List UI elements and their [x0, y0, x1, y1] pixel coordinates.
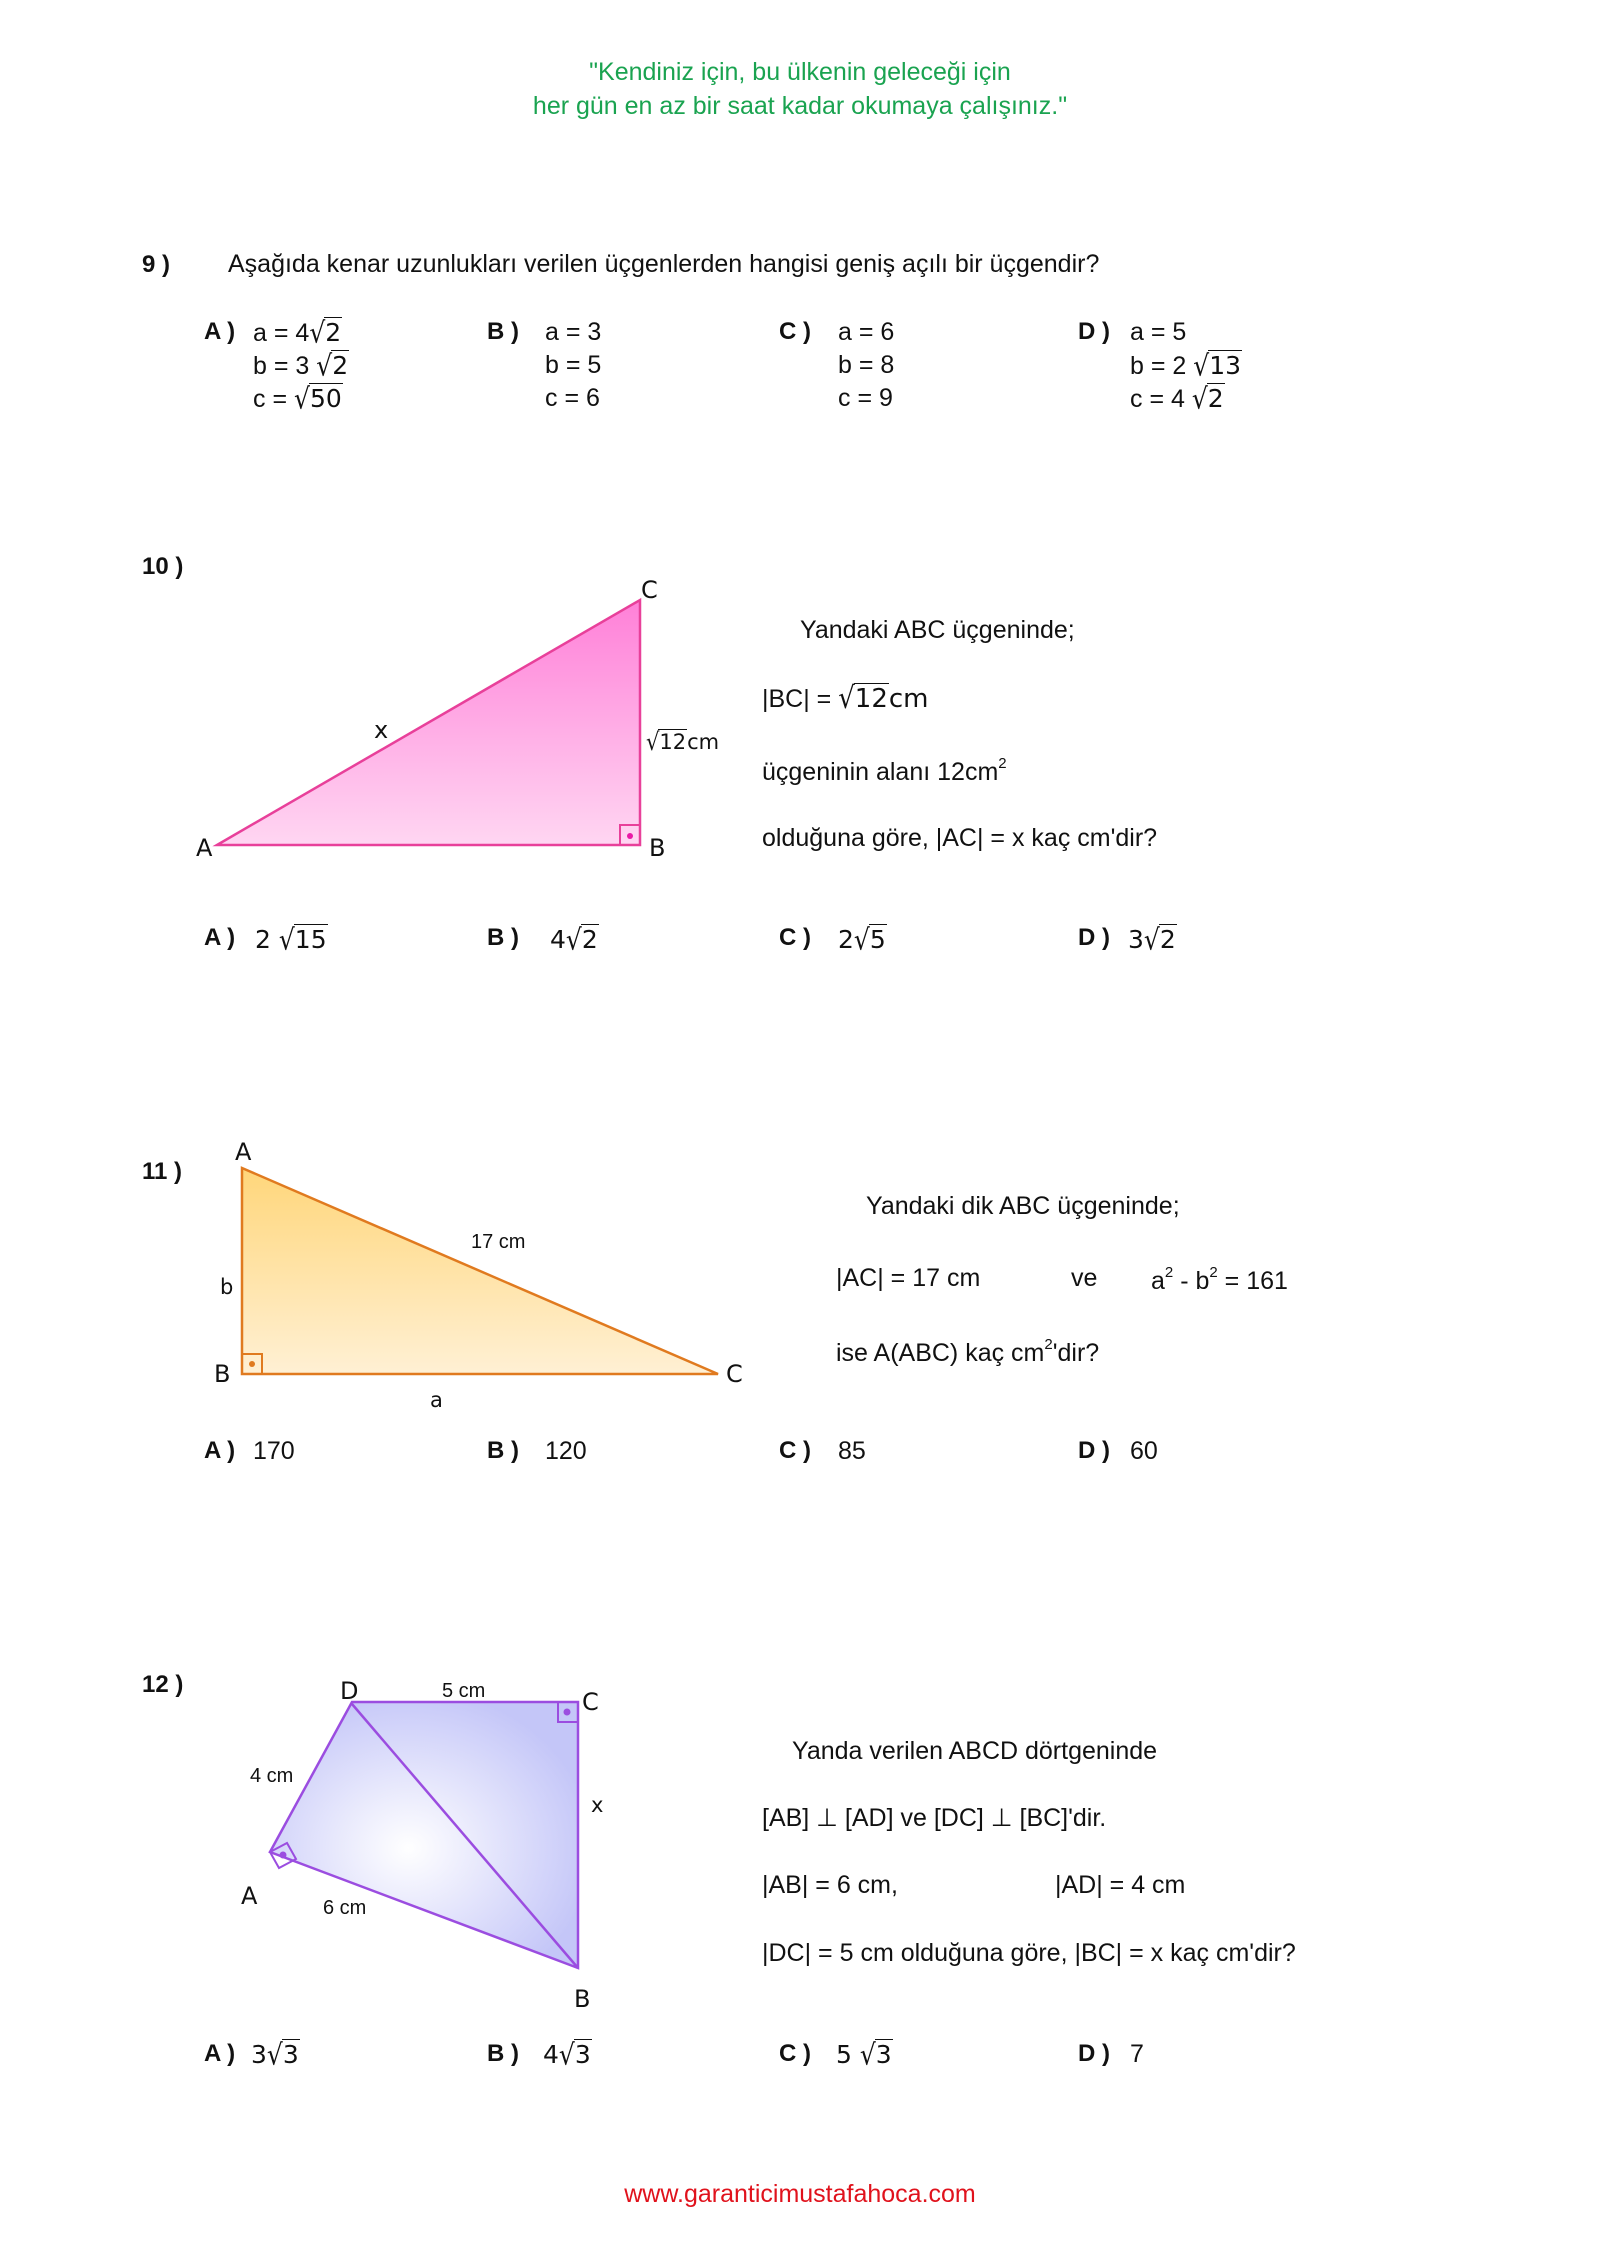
- vertex-a-label: A: [241, 1882, 258, 1910]
- sqrt-icon: √12: [646, 728, 687, 756]
- sqrt-icon: √3: [266, 2037, 299, 2072]
- option-letter: C ): [779, 1437, 811, 1464]
- right-angle-dot: [280, 1852, 287, 1859]
- side-c: c = 6: [545, 384, 600, 412]
- side-b: b = 3 √2: [253, 348, 349, 383]
- question-10-line-4: olduğuna göre, |AC| = x kaç cm'dir?: [762, 824, 1158, 852]
- right-angle-dot: [249, 1361, 255, 1367]
- option-letter: A ): [204, 1437, 236, 1464]
- option-value: 4√2: [550, 922, 598, 957]
- question-12-number: 12 ): [142, 1671, 184, 1698]
- vertex-b-label: B: [574, 1985, 591, 2013]
- option-value: 3√2: [1128, 922, 1176, 957]
- side-a: a = 4√2: [253, 315, 342, 350]
- side-bc-label: √12cm: [646, 728, 720, 756]
- side-c: c = 4 √2: [1130, 381, 1224, 416]
- question-11-line-3: ise A(ABC) kaç $cm^2'dir$?: [836, 1336, 1100, 1367]
- option-letter: D ): [1078, 2040, 1110, 2067]
- option-value: 85: [838, 1437, 866, 1465]
- motto-line-1: "Kendiniz için, bu ülkenin geleceği için: [589, 58, 1011, 86]
- option-letter: C ): [779, 924, 811, 951]
- side-dc-label: 5 cm: [442, 1680, 486, 1702]
- vertex-c-label: C: [582, 1688, 599, 1716]
- side-bc-label: x: [591, 1793, 604, 1817]
- option-value: 60: [1130, 1437, 1158, 1465]
- side-c: c = √50: [253, 381, 342, 416]
- question-12-line-2: [AB] ⊥ [AD] ve [DC] ⊥ [BC]'dir.: [762, 1804, 1107, 1832]
- side-b: b = 5: [545, 351, 602, 379]
- option-value: 120: [545, 1437, 587, 1465]
- question-12-line-3b: |AD| = 4 cm: [1055, 1871, 1186, 1899]
- option-letter: A ): [204, 318, 236, 345]
- option-letter: B ): [487, 318, 519, 345]
- motto-line-2: her gün en az bir saat kadar okumaya çalışınız.": [532, 92, 1068, 120]
- sqrt-icon: √3: [558, 2037, 591, 2072]
- hypotenuse-label: 17 cm: [471, 1231, 526, 1253]
- sqrt-icon: √50: [294, 381, 342, 416]
- question-11-line-2a: |AC| = 17 cm: [836, 1264, 981, 1292]
- side-b: b = 8: [838, 351, 895, 379]
- vertex-c-label: C: [641, 576, 658, 604]
- option-letter: C ): [779, 2040, 811, 2067]
- option-value: 5 √3: [836, 2037, 892, 2072]
- sqrt-icon: √2: [1191, 381, 1224, 416]
- option-letter: C ): [779, 318, 811, 345]
- question-10-line-3: üçgeninin alanı $12cm^2$: [762, 755, 1007, 786]
- side-ab-label: 6 cm: [323, 1897, 367, 1919]
- sqrt-icon: √15: [278, 922, 327, 957]
- option-letter: D ): [1078, 1437, 1110, 1464]
- sqrt-icon: √2: [316, 348, 349, 383]
- option-value: 3√3: [251, 2037, 299, 2072]
- option-value: 2√5: [838, 922, 886, 957]
- triangle-abc: [242, 1168, 718, 1374]
- side-b-label: b: [220, 1275, 234, 1299]
- sqrt-icon: √2: [565, 922, 598, 957]
- vertex-a-label: A: [235, 1138, 252, 1166]
- hypotenuse-label: x: [374, 716, 389, 744]
- side-a: a = 3: [545, 318, 602, 346]
- sqrt-icon: √13: [1193, 348, 1241, 383]
- sqrt-icon: √2: [1143, 922, 1176, 957]
- vertex-c-label: C: [726, 1360, 743, 1388]
- option-letter: B ): [487, 2040, 519, 2067]
- vertex-d-label: D: [340, 1677, 359, 1705]
- vertex-b-label: B: [649, 834, 666, 862]
- question-10-number: 10 ): [142, 553, 184, 580]
- right-angle-dot: [564, 1709, 571, 1716]
- side-c: c = 9: [838, 384, 893, 412]
- option-letter: A ): [204, 2040, 236, 2067]
- side-a-label: a: [430, 1388, 443, 1412]
- question-11-line-1: Yandaki dik ABC üçgeninde;: [866, 1192, 1180, 1220]
- option-letter: B ): [487, 1437, 519, 1464]
- footer-website-link[interactable]: www.garanticimustafahoca.com: [624, 2180, 976, 2208]
- sqrt-icon: √3: [859, 2037, 892, 2072]
- option-letter: D ): [1078, 924, 1110, 951]
- side-a: a = 5: [1130, 318, 1187, 346]
- question-10-line-1: Yandaki ABC üçgeninde;: [800, 616, 1075, 644]
- question-12-line-1: Yanda verilen ABCD dörtgeninde: [792, 1737, 1158, 1765]
- sqrt-icon: √12: [838, 681, 888, 717]
- question-9-number: 9 ): [142, 251, 171, 278]
- option-letter: D ): [1078, 318, 1110, 345]
- vertex-b-label: B: [214, 1360, 231, 1388]
- triangle-abc: [217, 600, 640, 845]
- option-value: 7: [1130, 2040, 1144, 2068]
- question-11-number: 11 ): [142, 1158, 183, 1185]
- option-value: 4√3: [543, 2037, 591, 2072]
- option-letter: B ): [487, 924, 519, 951]
- sqrt-icon: √2: [309, 315, 342, 350]
- option-letter: A ): [204, 924, 236, 951]
- question-11-line-2b: ve: [1071, 1264, 1098, 1292]
- question-10-line-2: |BC| = √12cm: [762, 681, 929, 717]
- sqrt-icon: √5: [853, 922, 886, 957]
- option-value: 170: [253, 1437, 295, 1465]
- question-11-line-2c: $a^2 - b^2 = 161$: [1151, 1264, 1288, 1295]
- question-9-text: Aşağıda kenar uzunlukları verilen üçgenlerden hangisi geniş açılı bir üçgendir?: [228, 250, 1100, 278]
- right-angle-dot: [627, 833, 633, 839]
- side-ad-label: 4 cm: [250, 1765, 294, 1787]
- vertex-a-label: A: [196, 834, 213, 862]
- side-a: a = 6: [838, 318, 895, 346]
- question-12-line-4: |DC| = 5 cm olduğuna göre, |BC| = x kaç cm'dir?: [762, 1939, 1296, 1967]
- quadrilateral-abcd: [270, 1702, 578, 1968]
- side-b: b = 2 √13: [1130, 348, 1241, 383]
- option-value: 2 √15: [255, 922, 327, 957]
- question-12-line-3a: |AB| = 6 cm,: [762, 1871, 898, 1899]
